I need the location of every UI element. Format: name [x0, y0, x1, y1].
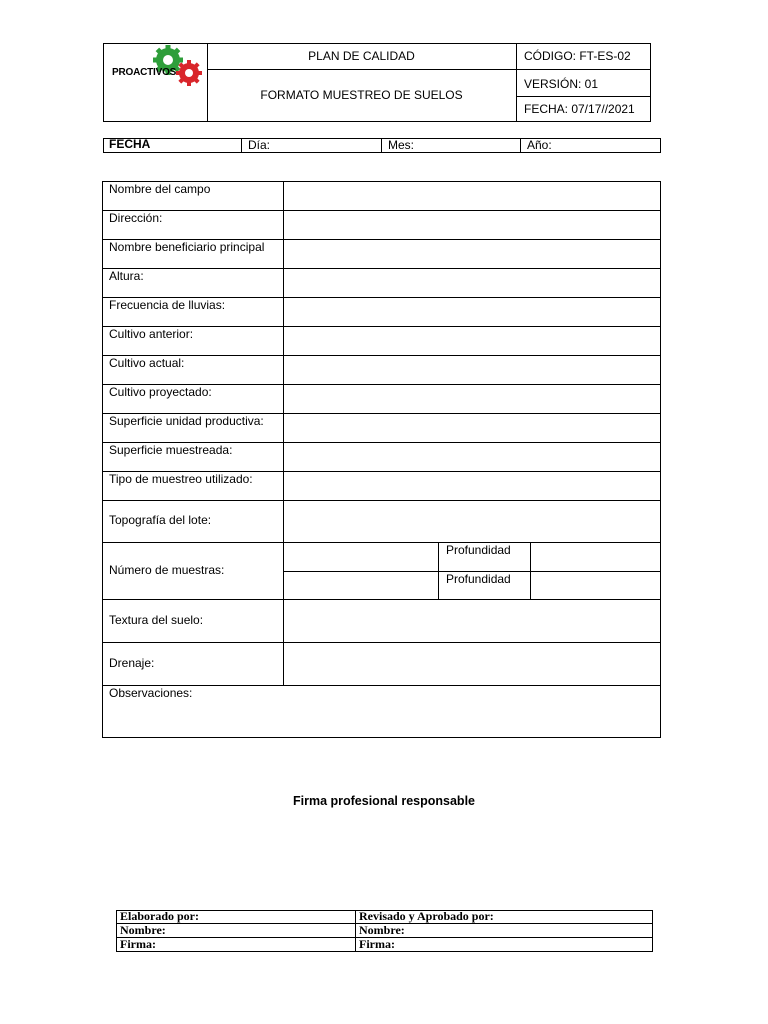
- date-div-1: [241, 138, 242, 153]
- muestras-div-1: [438, 542, 439, 599]
- codigo: CÓDIGO: FT-ES-02: [524, 49, 631, 63]
- muestras-input[interactable]: [284, 572, 437, 598]
- field-label: Altura:: [109, 269, 144, 283]
- revisado-label: Revisado y Aprobado por:: [359, 909, 494, 923]
- field-label: Cultivo proyectado:: [109, 385, 212, 399]
- field-label: Textura del suelo:: [109, 613, 204, 627]
- field-input[interactable]: [284, 501, 660, 541]
- nombre-right[interactable]: Nombre:: [359, 923, 405, 937]
- nombre-left[interactable]: Nombre:: [120, 923, 166, 937]
- formato-title: FORMATO MUESTREO DE SUELOS: [260, 88, 463, 102]
- field-label: Topografía del lote:: [109, 513, 212, 527]
- version: VERSIÓN: 01: [524, 77, 599, 91]
- header-mid-line: [207, 69, 651, 70]
- field-label: Nombre beneficiario principal: [109, 240, 265, 254]
- signature-label: Firma profesional responsable: [293, 794, 475, 808]
- observaciones-input[interactable]: [103, 701, 660, 741]
- field-label: Número de muestras:: [109, 563, 225, 577]
- field-input[interactable]: [284, 600, 660, 641]
- dia-field[interactable]: Día:: [248, 138, 271, 152]
- date-div-3: [520, 138, 521, 153]
- mes-field[interactable]: Mes:: [388, 138, 415, 152]
- field-label: Frecuencia de lluvias:: [109, 298, 226, 312]
- field-input[interactable]: [284, 472, 660, 499]
- field-input[interactable]: [284, 414, 660, 441]
- date-row: [103, 138, 661, 153]
- firma-right[interactable]: Firma:: [359, 937, 395, 951]
- field-input[interactable]: [284, 211, 660, 238]
- field-input[interactable]: [284, 182, 660, 209]
- field-input[interactable]: [284, 385, 660, 412]
- plan-title: PLAN DE CALIDAD: [308, 49, 415, 63]
- field-input[interactable]: [284, 443, 660, 470]
- field-input[interactable]: [284, 327, 660, 354]
- field-input[interactable]: [284, 269, 660, 296]
- field-label: Observaciones:: [109, 686, 193, 700]
- company-logo: [110, 45, 206, 89]
- profundidad-label: Profundidad: [446, 543, 511, 557]
- header-right-divider: [516, 43, 517, 122]
- profundidad-input[interactable]: [531, 543, 659, 570]
- fecha-doc: FECHA: 07/17//2021: [524, 102, 635, 116]
- date-div-2: [381, 138, 382, 153]
- profundidad-input[interactable]: [531, 572, 659, 598]
- header-right-line: [516, 96, 651, 97]
- field-label: Superficie unidad productiva:: [109, 414, 264, 428]
- field-label: Tipo de muestreo utilizado:: [109, 472, 253, 486]
- field-input[interactable]: [284, 298, 660, 325]
- field-input[interactable]: [284, 643, 660, 684]
- profundidad-label: Profundidad: [446, 572, 511, 586]
- field-label: Cultivo actual:: [109, 356, 185, 370]
- field-label: Cultivo anterior:: [109, 327, 194, 341]
- muestras-input[interactable]: [284, 543, 437, 570]
- field-label: Dirección:: [109, 211, 163, 225]
- anio-field[interactable]: Año:: [527, 138, 552, 152]
- field-input[interactable]: [284, 240, 660, 267]
- logo-text: PROACTIVOS: [112, 67, 177, 78]
- field-label: Superficie muestreada:: [109, 443, 233, 457]
- date-label: FECHA: [109, 137, 151, 151]
- field-input[interactable]: [284, 356, 660, 383]
- field-label: Nombre del campo: [109, 182, 211, 196]
- field-label: Drenaje:: [109, 656, 155, 670]
- elaborado-label: Elaborado por:: [120, 909, 200, 923]
- soil-sampling-form: [102, 181, 661, 738]
- firma-left[interactable]: Firma:: [120, 937, 156, 951]
- footer-div-v: [355, 910, 356, 952]
